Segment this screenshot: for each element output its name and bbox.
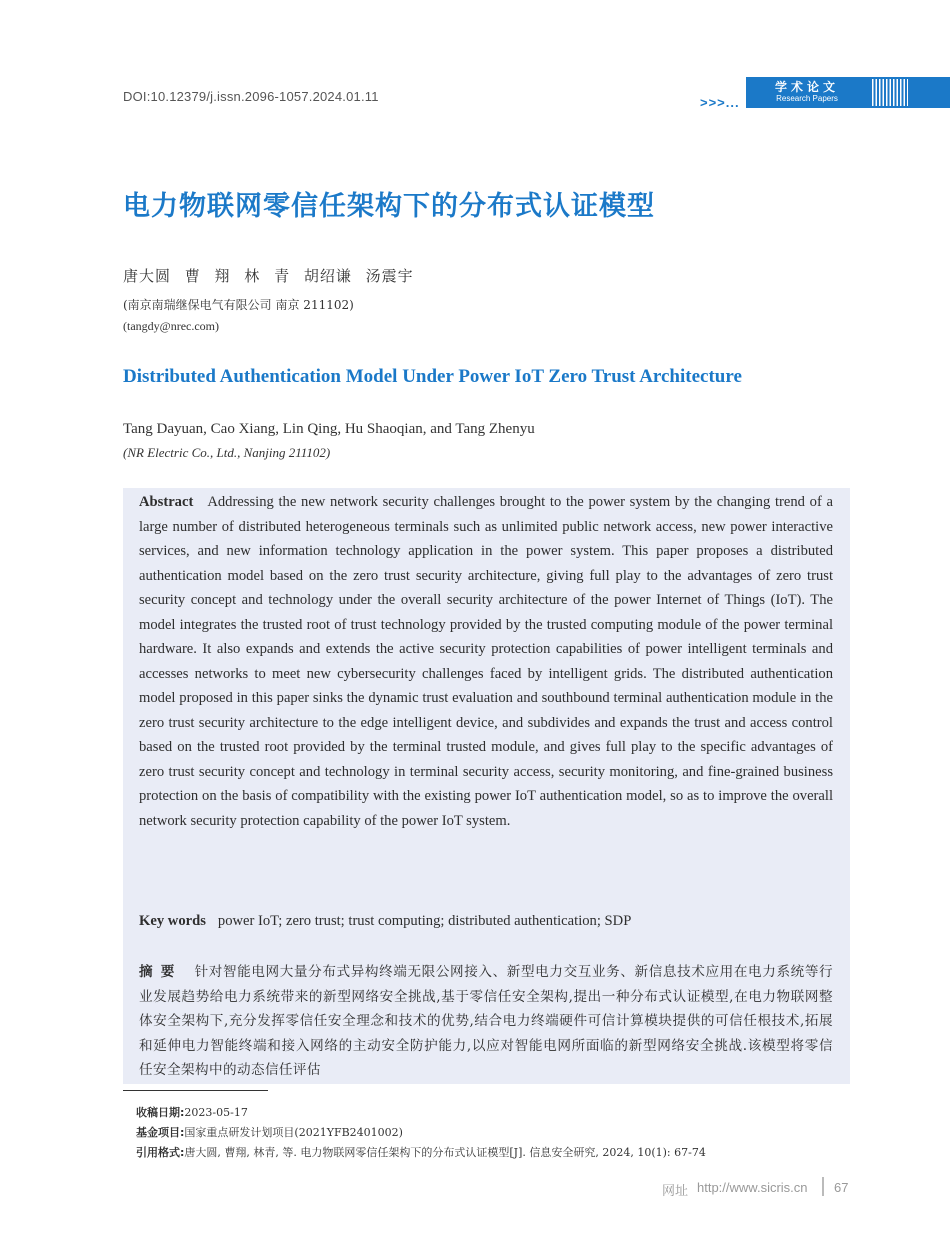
keywords-label: Key words	[139, 913, 206, 929]
affiliation-en: (NR Electric Co., Ltd., Nanjing 211102)	[123, 445, 331, 460]
keywords	[139, 913, 631, 930]
abstract-label: Abstract	[139, 494, 194, 510]
section-label-en: Research Papers	[776, 94, 838, 103]
paper-title-en: Distributed Authentication Model Under Power IoT Zero Trust Architecture	[123, 366, 742, 387]
abstract-cn	[139, 960, 833, 1083]
fund-text: 国家重点研发计划项目(2021YFB2401002)	[184, 1126, 403, 1139]
abstract-text: Addressing the new network security challenges brought to the power system by the changing trend of a large number of distributed heterogeneous terminals such as unlimited public network access, new power interactive services, and new information technology application in the power system. This paper proposes a distributed authentication model based on the zero trust security architecture, giving full play to the advantages of zero trust security concept and technology under the overall security architecture of the power Internet of Things (IoT). The model integrates the trusted root of trust technology provided by the trusted computing module of the power terminal hardware. It also expands and extends the active security protection capabilities of power intelligent terminals and accesses networks to meet new cybersecurity challenges faced by intelligent grids. The distributed authentication model proposed in this paper sinks the dynamic trust evaluation and southbound terminal authentication module in the zero trust security architecture to the edge intelligent device, and subdivides and expands the trust and access control based on the trusted root provided by the terminal trusted module, and gives full play to the specific advantages of zero trust security concept and technology in terminal security access, security monitoring, and fine-grained business protection on the basis of compatibility with the existing power IoT authentication model, so as to improve the overall network security protection capability of the power IoT system.	[139, 494, 833, 829]
section-banner	[746, 77, 950, 108]
received-label: 收稿日期:	[136, 1106, 185, 1119]
authors-cn: 唐大圆 曹 翔 林 青 胡绍谦 汤震宇	[123, 267, 414, 285]
keywords-text: power IoT; zero trust; trust computing; distributed authentication; SDP	[217, 913, 632, 929]
received-date: 2023-05-17	[184, 1106, 248, 1119]
abstract-box	[123, 488, 850, 1084]
footnote-received	[136, 1104, 248, 1120]
footer-url[interactable]: http://www.sicris.cn	[697, 1180, 808, 1195]
abstract-cn-text: 针对智能电网大量分布式异构终端无限公网接入、新型电力交互业务、新信息技术应用在电力系统等行业发展趋势给电力系统带来的新型网络安全挑战,基于零信任安全架构,提出一种分布式认证模型,在电力物联网整体安全架构下,充分发挥零信任安全理念和技术的优势,结合电力终端硬件可信计算模块提供的可信任根技术,拓展和延伸电力智能终端和接入网络的主动安全防护能力,以应对智能电网所面临的新型网络安全挑战.该模型将零信任安全架构中的动态信任评估	[139, 964, 834, 1078]
cite-label: 引用格式:	[136, 1146, 185, 1159]
arrows-decoration: >>>...	[700, 95, 740, 110]
footer-site-label: 网址	[662, 1183, 689, 1198]
fund-label: 基金项目:	[136, 1126, 185, 1139]
stripes-decoration	[872, 79, 908, 106]
authors-en: Tang Dayuan, Cao Xiang, Lin Qing, Hu Shaoqian, and Tang Zhenyu	[123, 421, 535, 437]
author-email: (tangdy@nrec.com)	[123, 319, 220, 333]
doi: DOI:10.12379/j.issn.2096-1057.2024.01.11	[123, 89, 379, 104]
page-number: 67	[834, 1180, 849, 1195]
abstract-cn-label: 摘要	[139, 964, 183, 980]
paper-title-cn: 电力物联网零信任架构下的分布式认证模型	[123, 191, 655, 222]
footnote-citation	[136, 1144, 706, 1160]
footer-divider	[822, 1177, 824, 1196]
footnote-fund	[136, 1124, 403, 1140]
cite-text: 唐大圆, 曹翔, 林青, 等. 电力物联网零信任架构下的分布式认证模型[J]. 信息安全研究, 2024, 10(1): 67-74	[184, 1146, 706, 1159]
section-label-cn: 学术论文	[774, 80, 839, 94]
footnote-rule	[123, 1090, 268, 1091]
affiliation-cn: (南京南瑞继保电气有限公司 南京 211102)	[123, 298, 354, 312]
abstract-en	[139, 490, 833, 833]
